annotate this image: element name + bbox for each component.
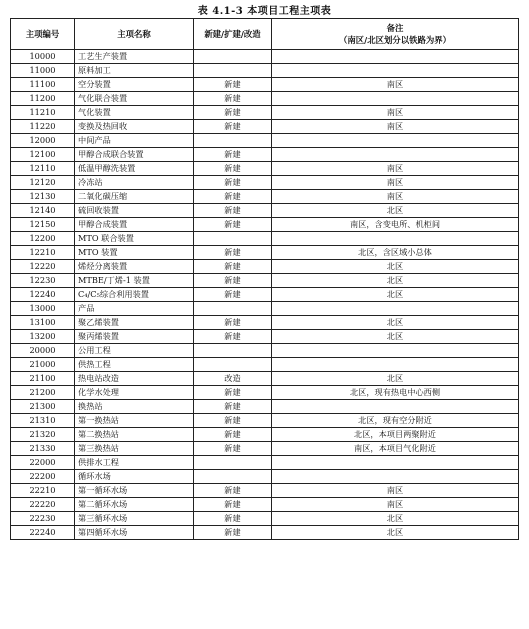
table-row [11,218,519,232]
table-row [11,414,519,428]
cell-note: 南区，含变电所、机柜间 [272,218,519,232]
cell-name: 气化联合装置 [75,92,194,106]
cell-note: 北区 [272,330,519,344]
cell-note: 南区 [272,120,519,134]
cell-code: 11220 [11,120,75,134]
cell-type: 新建 [194,428,272,442]
header-note-subtitle: （南区/北区划分以铁路为界） [339,35,451,45]
cell-code: 12130 [11,190,75,204]
cell-note: 北区 [272,526,519,540]
cell-code: 12140 [11,204,75,218]
cell-name: 供热工程 [75,358,194,372]
cell-code: 22230 [11,512,75,526]
cell-code: 22200 [11,470,75,484]
cell-note [272,302,519,316]
cell-code: 22000 [11,456,75,470]
table-row [11,260,519,274]
table-row [11,498,519,512]
cell-type [194,302,272,316]
cell-name: MTO 装置 [75,246,194,260]
header-name: 主项名称 [75,19,194,50]
table-header-row [11,19,519,50]
cell-note: 南区 [272,78,519,92]
cell-code: 10000 [11,50,75,64]
table-row [11,456,519,470]
cell-type [194,358,272,372]
cell-note [272,456,519,470]
cell-name: 化学水处理 [75,386,194,400]
cell-name: 甲醇合成装置 [75,218,194,232]
cell-note [272,358,519,372]
cell-code: 11210 [11,106,75,120]
cell-note [272,344,519,358]
cell-type: 新建 [194,176,272,190]
table-row [11,92,519,106]
cell-name: 工艺生产装置 [75,50,194,64]
cell-code: 22240 [11,526,75,540]
cell-type: 新建 [194,260,272,274]
cell-type: 新建 [194,498,272,512]
cell-name: 中间产品 [75,134,194,148]
table-row [11,134,519,148]
cell-code: 12150 [11,218,75,232]
cell-type: 改造 [194,372,272,386]
cell-code: 12220 [11,260,75,274]
project-items-table [10,18,519,540]
cell-code: 12200 [11,232,75,246]
table-row [11,428,519,442]
cell-note [272,134,519,148]
cell-type: 新建 [194,78,272,92]
cell-note: 南区，本项目气化附近 [272,442,519,456]
table-row [11,78,519,92]
cell-name: MTBE/丁烯-1 装置 [75,274,194,288]
cell-type: 新建 [194,526,272,540]
cell-name: 空分装置 [75,78,194,92]
table-row [11,246,519,260]
table-row [11,176,519,190]
cell-type: 新建 [194,414,272,428]
cell-note: 南区 [272,106,519,120]
cell-name: 第二换热站 [75,428,194,442]
header-code: 主项编号 [11,19,75,50]
cell-name: 气化装置 [75,106,194,120]
cell-code: 12110 [11,162,75,176]
table-row [11,106,519,120]
cell-type: 新建 [194,162,272,176]
table-row [11,344,519,358]
cell-name: 二氧化碳压缩 [75,190,194,204]
cell-name: 换热站 [75,400,194,414]
cell-code: 12120 [11,176,75,190]
table-row [11,120,519,134]
table-body [11,50,519,540]
cell-code: 12100 [11,148,75,162]
table-row [11,190,519,204]
cell-type: 新建 [194,288,272,302]
table-row [11,316,519,330]
cell-note: 南区 [272,484,519,498]
cell-note: 南区 [272,190,519,204]
cell-name: 烯烃分离装置 [75,260,194,274]
cell-code: 11000 [11,64,75,78]
cell-type: 新建 [194,92,272,106]
table-row [11,50,519,64]
table-title: 表 4.1-3 本项目工程主项表 [197,6,332,17]
cell-type [194,232,272,246]
cell-name: 原料加工 [75,64,194,78]
cell-type: 新建 [194,106,272,120]
cell-note: 北区，含区域小总体 [272,246,519,260]
cell-code: 21000 [11,358,75,372]
cell-type [194,64,272,78]
cell-name: 热电站改造 [75,372,194,386]
table-row [11,162,519,176]
cell-type: 新建 [194,148,272,162]
cell-name: 低温甲醇洗装置 [75,162,194,176]
cell-note: 北区 [272,260,519,274]
header-note [272,19,519,50]
cell-type: 新建 [194,190,272,204]
cell-note: 南区 [272,162,519,176]
table-row [11,484,519,498]
cell-name: 聚乙烯装置 [75,316,194,330]
table-row [11,358,519,372]
cell-code: 21300 [11,400,75,414]
cell-note: 南区 [272,498,519,512]
cell-type: 新建 [194,204,272,218]
cell-type: 新建 [194,484,272,498]
table-row [11,526,519,540]
cell-type: 新建 [194,120,272,134]
cell-type: 新建 [194,218,272,232]
cell-note [272,470,519,484]
cell-note [272,92,519,106]
cell-name: 供排水工程 [75,456,194,470]
cell-note: 北区 [272,204,519,218]
cell-note: 北区，现有热电中心西侧 [272,386,519,400]
table-row [11,232,519,246]
cell-name: 甲醇合成联合装置 [75,148,194,162]
cell-name: 变换及热回收 [75,120,194,134]
cell-note [272,50,519,64]
table-row [11,274,519,288]
cell-type: 新建 [194,400,272,414]
cell-code: 22210 [11,484,75,498]
cell-note: 北区 [272,316,519,330]
cell-code: 21320 [11,428,75,442]
cell-code: 12210 [11,246,75,260]
cell-code: 13000 [11,302,75,316]
cell-name: 聚丙烯装置 [75,330,194,344]
cell-name: 产品 [75,302,194,316]
cell-note: 北区，现有空分附近 [272,414,519,428]
cell-type [194,134,272,148]
cell-note [272,232,519,246]
cell-note: 北区 [272,512,519,526]
cell-note: 北区 [272,288,519,302]
table-row [11,288,519,302]
table-row [11,302,519,316]
cell-name: 第四循环水场 [75,526,194,540]
cell-note [272,400,519,414]
header-note-title: 备注 [386,23,404,33]
cell-type: 新建 [194,442,272,456]
cell-name: 公用工程 [75,344,194,358]
cell-note [272,64,519,78]
cell-code: 21100 [11,372,75,386]
cell-code: 11200 [11,92,75,106]
cell-note: 北区 [272,274,519,288]
cell-type [194,456,272,470]
cell-name: 硫回收装置 [75,204,194,218]
cell-name: 第二循环水场 [75,498,194,512]
cell-code: 21200 [11,386,75,400]
table-row [11,330,519,344]
cell-note: 北区 [272,372,519,386]
cell-name: 第三换热站 [75,442,194,456]
cell-name: 循环水场 [75,470,194,484]
table-row [11,372,519,386]
cell-type: 新建 [194,330,272,344]
table-row [11,442,519,456]
cell-code: 22220 [11,498,75,512]
cell-code: 11100 [11,78,75,92]
cell-name: 第一换热站 [75,414,194,428]
cell-note [272,148,519,162]
cell-type [194,50,272,64]
cell-code: 21310 [11,414,75,428]
cell-name: 第一循环水场 [75,484,194,498]
table-row [11,512,519,526]
cell-name: C₄/C₅综合利用装置 [75,288,194,302]
cell-type [194,470,272,484]
cell-note: 北区，本项目两聚附近 [272,428,519,442]
cell-code: 21330 [11,442,75,456]
table-row [11,386,519,400]
cell-code: 12230 [11,274,75,288]
cell-code: 12000 [11,134,75,148]
cell-code: 12240 [11,288,75,302]
table-row [11,470,519,484]
table-row [11,204,519,218]
table-row [11,148,519,162]
table-row [11,400,519,414]
cell-name: MTO 联合装置 [75,232,194,246]
cell-type: 新建 [194,274,272,288]
cell-type: 新建 [194,246,272,260]
cell-type: 新建 [194,386,272,400]
cell-name: 冷冻站 [75,176,194,190]
cell-code: 13200 [11,330,75,344]
cell-code: 20000 [11,344,75,358]
cell-type: 新建 [194,316,272,330]
table-row [11,64,519,78]
header-type: 新建/扩建/改造 [194,19,272,50]
cell-note: 南区 [272,176,519,190]
cell-name: 第三循环水场 [75,512,194,526]
cell-type [194,344,272,358]
cell-code: 13100 [11,316,75,330]
cell-type: 新建 [194,512,272,526]
